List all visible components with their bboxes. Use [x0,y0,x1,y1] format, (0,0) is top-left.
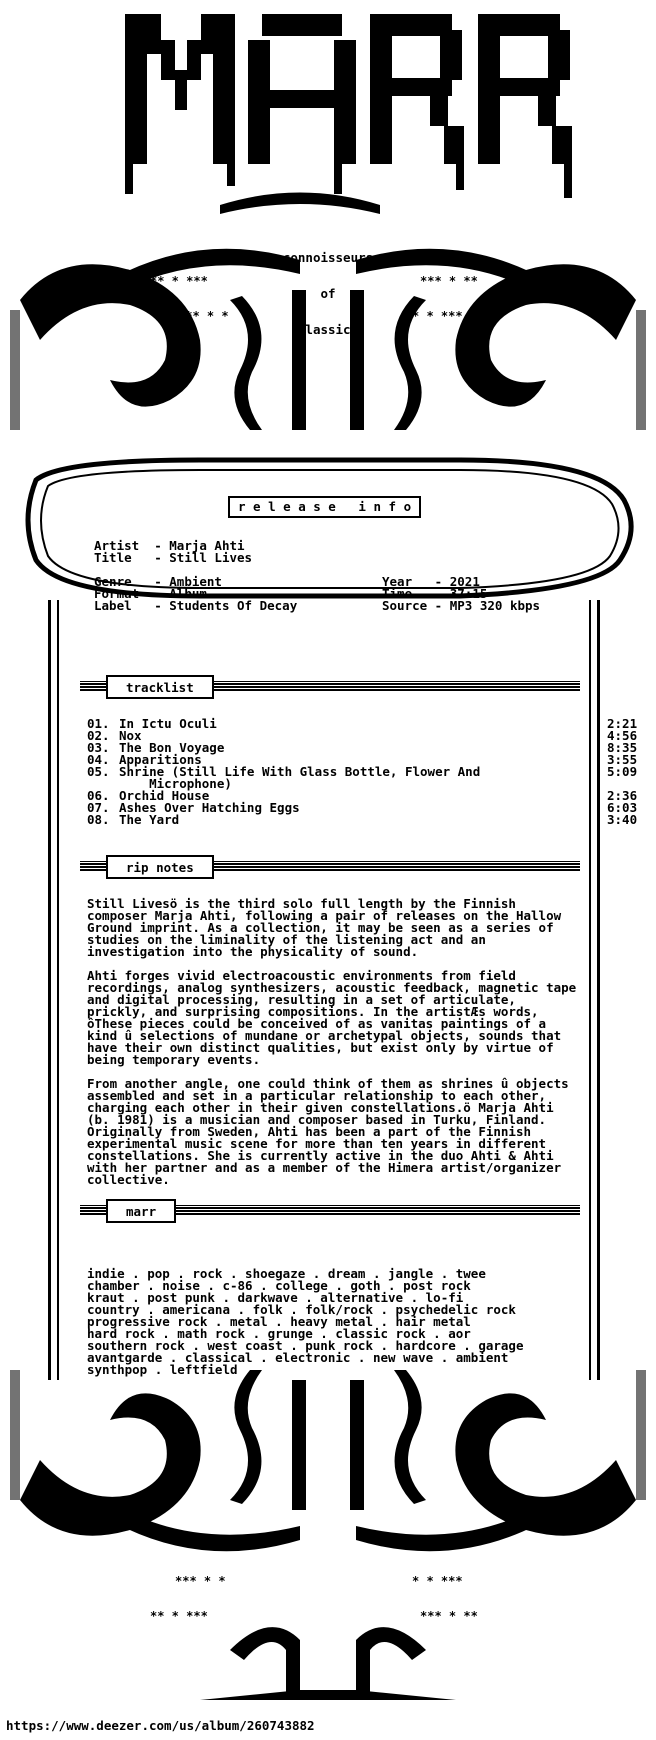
genre-value: Ambient [169,574,222,589]
track-title: In Ictu Oculi [119,716,217,731]
source-url[interactable] [6,1720,315,1732]
source-value: MP3 320 kbps [449,598,541,613]
track-number: 07. [87,800,110,815]
marr-header [80,1202,580,1222]
track-title: Nox [119,728,142,743]
track-number: 03. [87,740,110,755]
year-value: 2021 [449,574,480,589]
genres-list [87,1268,524,1376]
label-label: Label [94,598,132,613]
release-info: Artist - Marja Ahti Title - Still Lives Genre - Ambient Format - Album Label - Students Of Decay [94,538,298,613]
track-title: The Yard [119,812,180,827]
marr-logo-letters [125,14,572,198]
title-value: Still Lives [169,550,253,565]
svg-text:* * ***: * * *** [412,1574,463,1588]
track-duration: 5:09 [607,764,638,779]
tagline-line-3: classics [297,322,359,337]
genres-text: indie . pop . rock . shoegaze . dream . jangle . twee chamber . noise . c-86 . college . goth . post rock kraut . post punk . darkwave . alternative . lo-fi country . americana . folk . folk/rock . psychedelic rock progressive rock . metal . heavy metal . hair metal hard rock . math rock . grunge . classic rock . aor southern rock . west coast . punk rock . hardcore . garage avantgarde . classical . electronic . new wave . ambient synthpop . leftfield [87,1266,524,1377]
track-duration: 8:35 [607,740,638,755]
bottom-ornament [10,1370,646,1700]
logo-text [0,0,1,1]
tagline-line-2: of [320,286,336,301]
tagline [0,228,656,348]
notes-paragraph-3: From another angle, one could think of them as shrines û objects assembled and set in a particular relationship to each other, charging each other in their given constellations.ö Marja Ahti (b. 1981) is a musician and composer based in Turku, Finland. Originally from Sweden, Ahti has been a part of the Finnish experimental music scene for more than ten years in different constellations. She is currently active in the duo Ahti & Ahti with her partner and as a member of the Himera artist/organizer collective. [87,1076,569,1187]
format-value: Album [169,586,207,601]
track-number: 02. [87,728,110,743]
release-info-title: r e l e a s e i n f o [238,499,412,514]
track-duration: 3:40 [607,812,638,827]
release-info-header [228,496,421,518]
marr-title: marr [106,1199,176,1223]
track-title: Ashes Over Hatching Eggs [119,800,300,815]
rip-notes-header [80,858,580,878]
artist-value: Marja Ahti [169,538,245,553]
label-value: Students Of Decay [169,598,298,613]
track-title: Apparitions [119,752,202,767]
track-number: 01. [87,716,110,731]
notes-paragraph-1: Still Livesö is the third solo full length by the Finnish composer Marja Ahti, following a pair of releases on the Hallow Ground imprint. As a collection, it may be seen as a series of studies on the liminality of the listening act and an investigation into the physicality of sound. [87,896,562,959]
title-label: Title [94,550,132,565]
artist-label: Artist [94,538,140,553]
track-row [87,812,638,827]
track-duration: 4:56 [607,728,638,743]
format-label: Format [94,586,140,601]
tagline-line-1: connoisseurs [282,250,374,265]
source-label: Source [382,598,428,613]
svg-text:* * ***: * * *** [412,309,463,323]
rip-notes-title: rip notes [106,855,214,879]
track-number: 05. [87,764,110,779]
track-title: Orchid House [119,788,210,803]
track-duration: 6:03 [607,800,638,815]
genre-label: Genre [94,574,132,589]
tracklist-header [80,678,580,698]
track-number: 06. [87,788,110,803]
svg-text:*** * **: *** * ** [420,274,478,288]
track-title: The Bon Voyage [119,740,225,755]
rip-notes [87,898,577,1198]
time-value: 37:15 [449,586,488,601]
svg-text:*** * *: *** * * [178,309,229,323]
notes-paragraph-2: Ahti forges vivid electroacoustic environments from field recordings, analog synthesizers, acoustic feedback, magnetic tape and digital processing, resulting in a set of articulate, prickly, and surprising compositions. In the artistÆs words, ôThese pieces could be conceived of as vanitas paintings of a kind û selections of mundane or archetypal objects, sounds that have their own distinct qualities, but exist only by virtue of being temporary events. [87,968,577,1067]
svg-text:*** * *: *** * * [175,1574,226,1588]
track-duration: 3:55 [607,752,638,767]
svg-text:*** * **: *** * ** [420,1609,478,1623]
track-row [87,764,638,791]
track-duration: 2:36 [607,788,638,803]
source-url-text[interactable]: https://www.deezer.com/us/album/260743882 [6,1718,315,1733]
tracklist-title: tracklist [106,675,214,699]
time-label: Time [382,586,413,601]
track-number: 08. [87,812,110,827]
release-info-right: Year - 2021 Time - 37:15 Source - MP3 320 kbps [382,574,541,613]
logo-label [0,0,1,1]
track-number: 04. [87,752,110,767]
track-title: Shrine (Still Life With Glass Bottle, Flower And Microphone) [119,764,481,791]
year-label: Year [382,574,413,589]
track-row [87,716,638,731]
track-duration: 2:21 [607,716,638,731]
svg-text:** * ***: ** * *** [150,1609,208,1623]
tracklist [87,716,638,827]
svg-text:** * ***: ** * *** [150,274,208,288]
